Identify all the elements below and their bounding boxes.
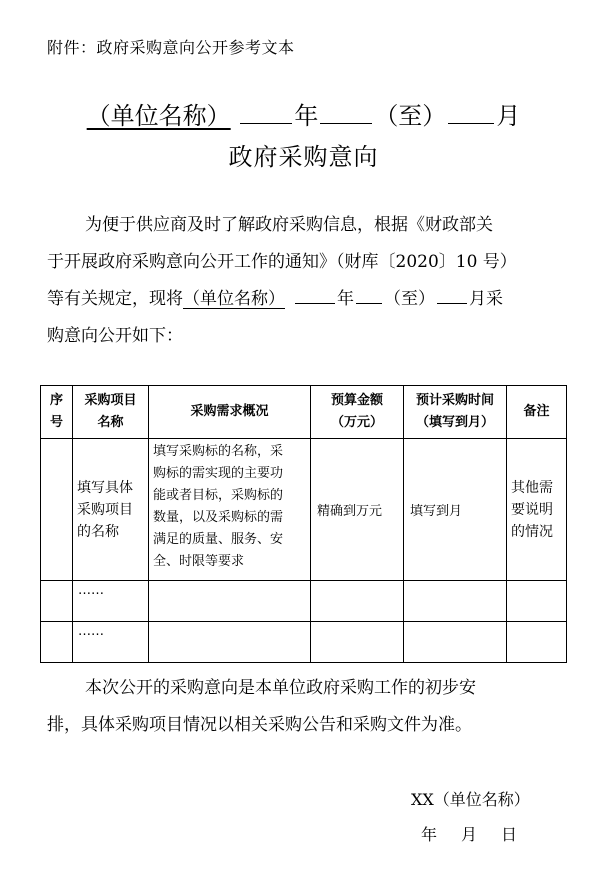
row1-demand-6: 全、时限等要求 [153, 554, 245, 569]
intro-line-3-text: 等有关规定，现将 [47, 289, 183, 309]
row1-remark-3: 的情况 [511, 523, 553, 540]
header-remark: 备注 [507, 386, 567, 439]
row1-budget: 精确到万元 [311, 439, 404, 581]
row2-no [41, 581, 73, 622]
closing-line-1: 本次公开的采购意向是本单位政府采购工作的初步安 [85, 678, 476, 698]
row1-demand-1: 填写采购标的名称，采 [153, 444, 284, 459]
row3-project: …… [73, 622, 149, 663]
header-no-1: 序 [49, 393, 63, 408]
intro-month-blank [437, 285, 467, 304]
header-project [73, 386, 149, 439]
table-row [41, 581, 567, 622]
row3-remark [507, 622, 567, 663]
row1-project [73, 439, 149, 581]
row1-project-1: 填写具体 [77, 479, 133, 496]
row1-demand-2: 购标的需实现的主要功 [153, 466, 284, 481]
intro-to-blank [356, 285, 382, 304]
intro-unit-placeholder: （单位名称） [183, 289, 285, 309]
signature-unit: XX（单位名称） [411, 790, 530, 809]
intro-year: 年 [337, 289, 354, 309]
header-budget-2: （万元） [330, 415, 383, 430]
row1-project-2: 采购项目 [77, 501, 133, 518]
table-header-row [41, 386, 567, 439]
header-no-2: 号 [49, 415, 63, 430]
signature-date [421, 822, 517, 845]
title-unit-placeholder: （单位名称） [86, 102, 231, 130]
title-year: 年 [294, 102, 319, 130]
row1-time: 填写到月 [404, 439, 507, 581]
row1-remark-2: 要说明 [511, 501, 553, 518]
title-to: （至） [374, 102, 447, 130]
header-budget [311, 386, 404, 439]
intro-line-3 [47, 281, 557, 318]
title-line-2: 政府采购意向 [228, 143, 379, 171]
closing-paragraph [47, 670, 557, 744]
intro-line-1: 为便于供应商及时了解政府采购信息，根据《财政部关 [85, 215, 493, 235]
title-month: 月 [496, 102, 521, 130]
row1-no [41, 439, 73, 581]
procurement-table [40, 385, 567, 663]
row1-demand-4: 数量，以及采购标的需 [153, 510, 284, 525]
intro-line-4: 购意向公开如下： [47, 326, 183, 346]
row2-demand [149, 581, 311, 622]
row1-demand-5: 满足的质量、服务、安 [153, 532, 284, 547]
row1-remark-1: 其他需 [511, 479, 553, 496]
row1-remark [507, 439, 567, 581]
row1-project-3: 的名称 [77, 523, 119, 540]
header-project-1: 采购项目 [84, 393, 137, 408]
row3-time [404, 622, 507, 663]
header-time [404, 386, 507, 439]
title-line-1 [0, 96, 607, 131]
intro-paragraph [47, 207, 557, 355]
header-no [41, 386, 73, 439]
date-month: 月 [461, 825, 478, 844]
title-to-blank [320, 101, 372, 124]
closing-line-2: 排，具体采购项目情况以相关采购公告和采购文件为准。 [47, 715, 472, 735]
row3-budget [311, 622, 404, 663]
intro-year-blank [295, 285, 335, 304]
intro-to: （至） [384, 289, 435, 309]
intro-month: 月采 [469, 289, 503, 309]
header-time-1: 预计采购时间 [415, 393, 494, 408]
date-day: 日 [501, 825, 518, 844]
date-year: 年 [421, 825, 438, 844]
header-project-2: 名称 [97, 415, 124, 430]
title-year-blank [240, 101, 292, 124]
row3-demand [149, 622, 311, 663]
row1-demand-3: 能或者目标，采购标的 [153, 488, 284, 503]
row3-no [41, 622, 73, 663]
header-demand: 采购需求概况 [149, 386, 311, 439]
row1-demand [149, 439, 311, 581]
row2-project: …… [73, 581, 149, 622]
header-budget-1: 预算金额 [330, 393, 383, 408]
row2-budget [311, 581, 404, 622]
title-month-blank [448, 101, 494, 124]
table-row [41, 439, 567, 581]
row2-remark [507, 581, 567, 622]
attachment-label: 附件：政府采购意向公开参考文本 [47, 38, 295, 57]
table-row [41, 622, 567, 663]
intro-line-2: 于开展政府采购意向公开工作的通知》（财库〔2020〕10 号） [47, 252, 517, 272]
header-time-2: （填写到月） [415, 415, 494, 430]
row2-time [404, 581, 507, 622]
